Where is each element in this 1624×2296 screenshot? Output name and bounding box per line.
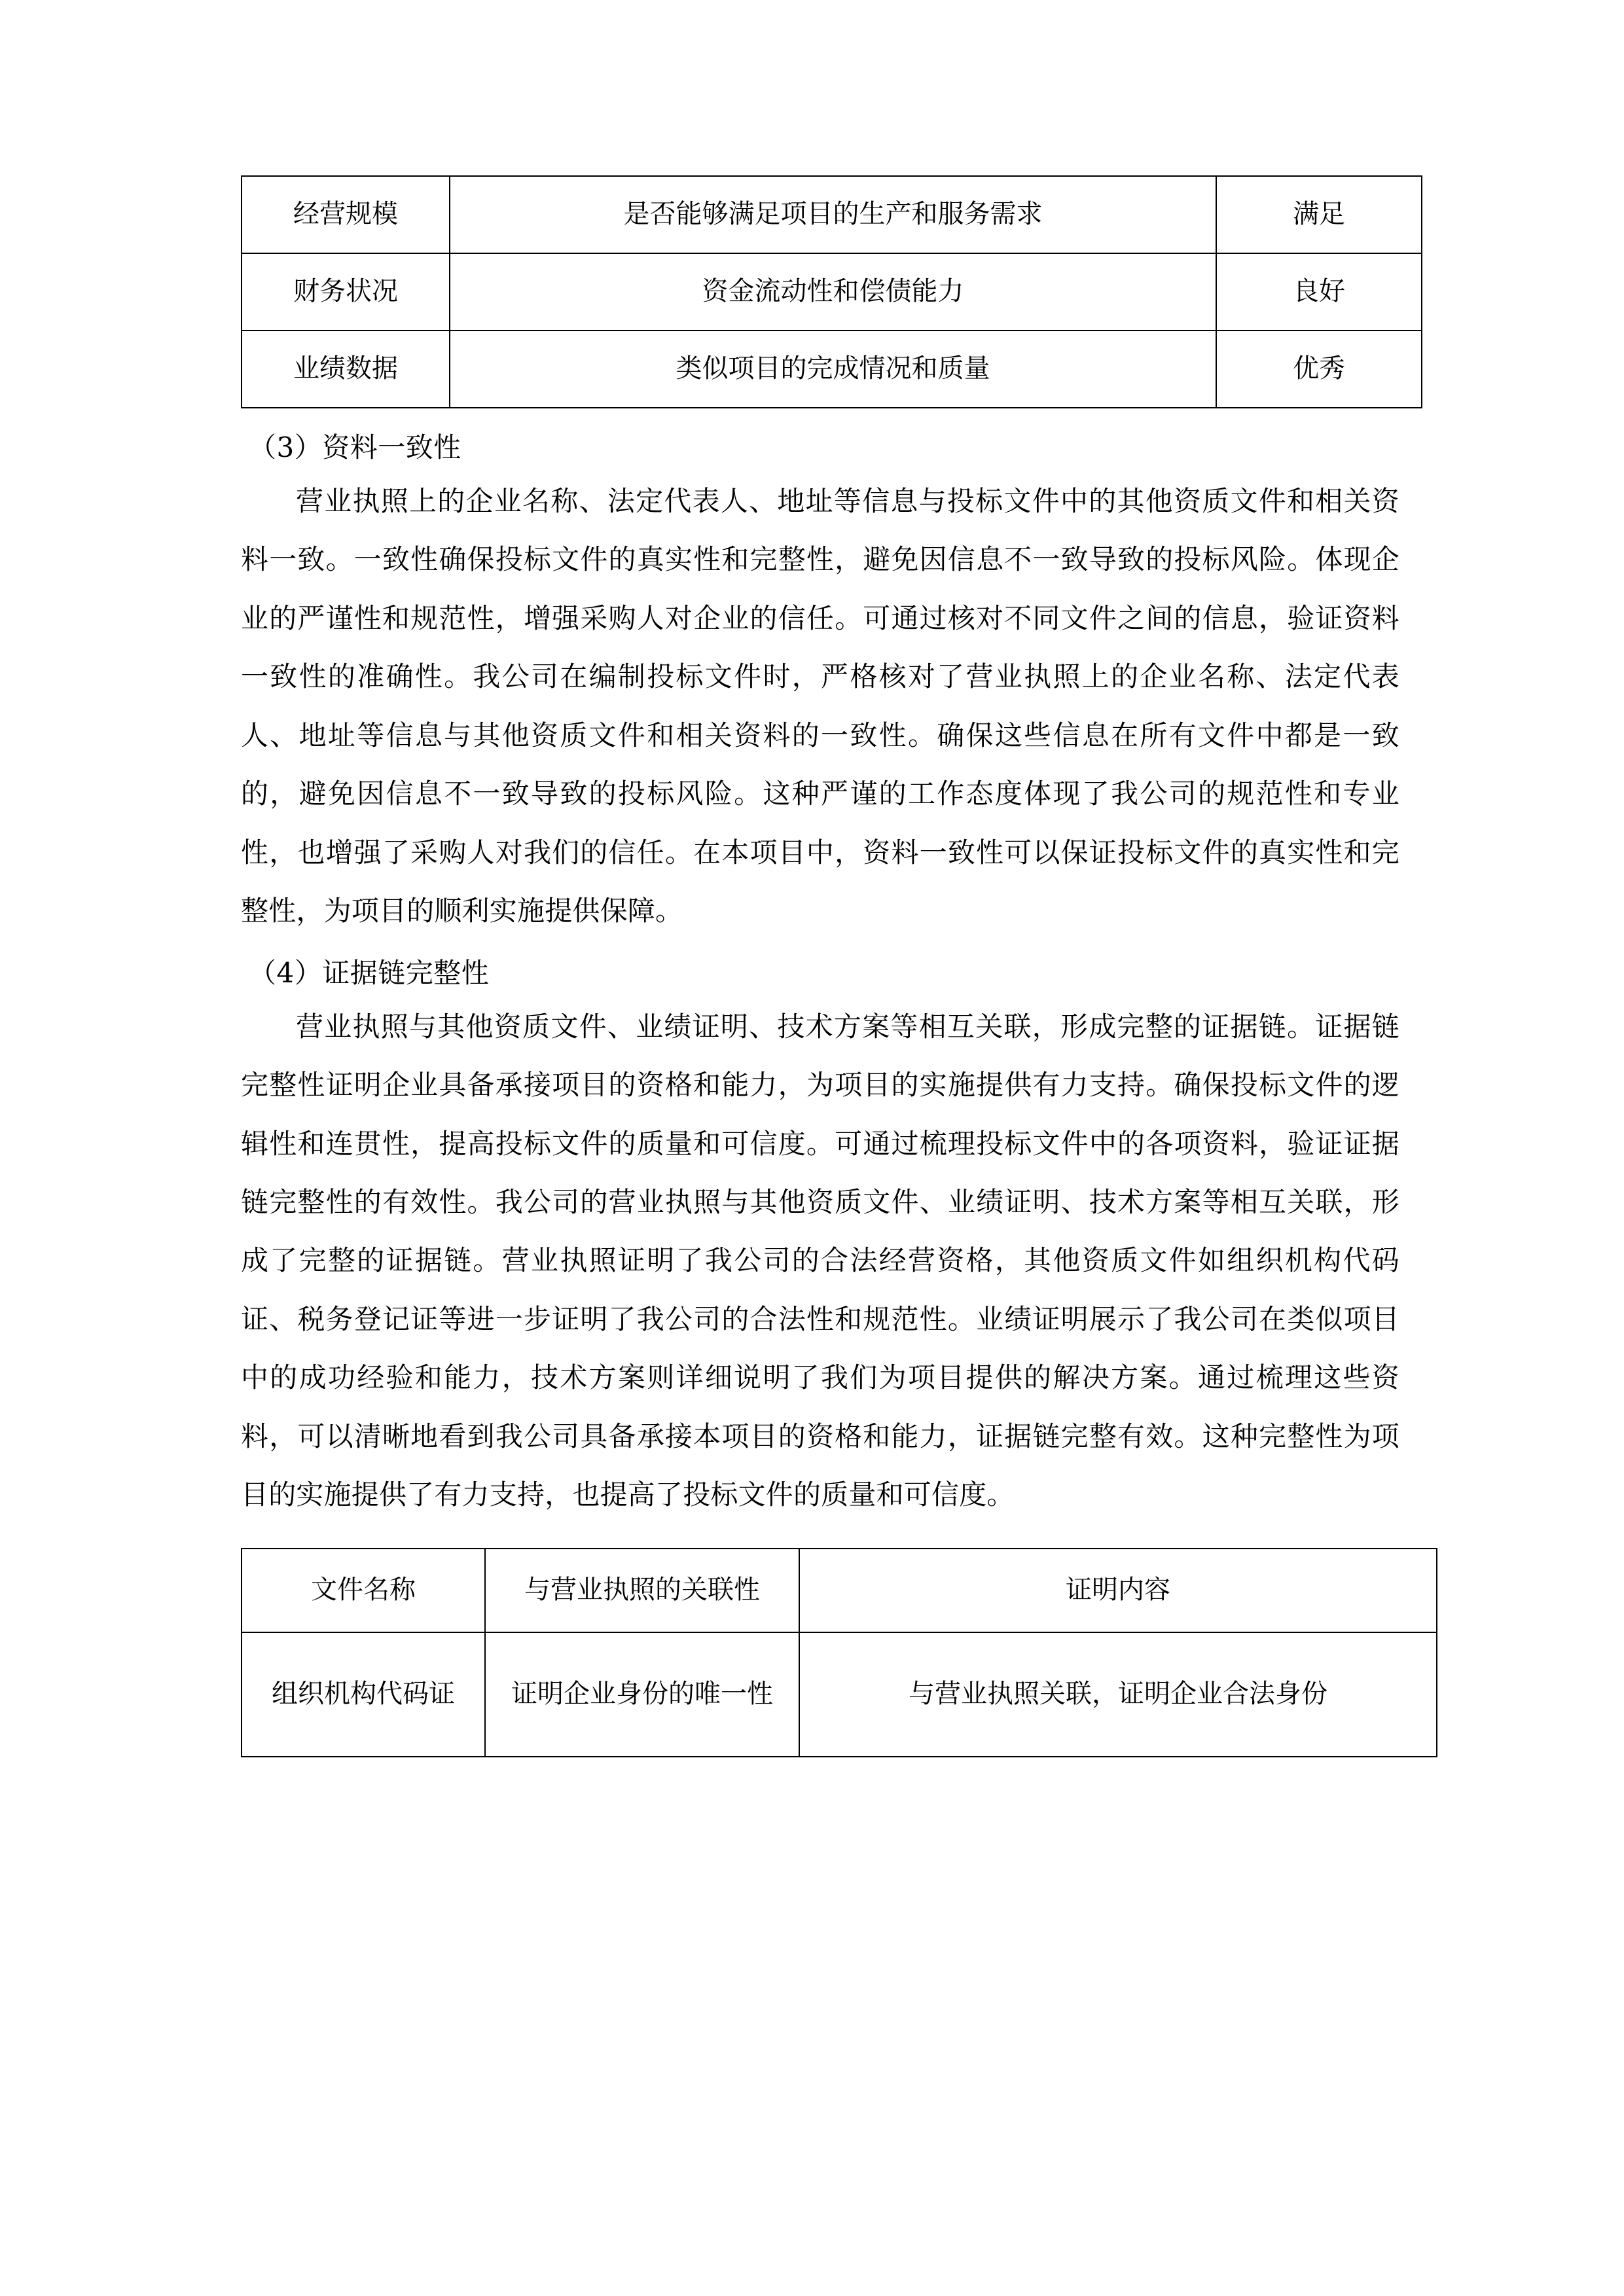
table-cell-result: 满足 xyxy=(1216,176,1422,253)
table-header-row xyxy=(242,1549,1437,1632)
table-cell-criterion: 业绩数据 xyxy=(242,331,450,408)
table-cell-description: 资金流动性和偿债能力 xyxy=(450,253,1216,331)
page-content xyxy=(241,175,1399,1757)
table-cell-criterion: 经营规模 xyxy=(242,176,450,253)
section-heading-4: （4）证据链完整性 xyxy=(249,956,490,989)
table-cell-description: 类似项目的完成情况和质量 xyxy=(450,331,1216,408)
spacer xyxy=(241,1531,1399,1548)
table-cell-file-name: 组织机构代码证 xyxy=(242,1632,485,1757)
table-row xyxy=(242,1632,1437,1757)
section-heading-3: （3）资料一致性 xyxy=(249,431,461,463)
capability-evaluation-table xyxy=(241,175,1422,408)
table-cell-result: 良好 xyxy=(1216,253,1422,331)
table-row xyxy=(242,331,1422,408)
table-row xyxy=(242,253,1422,331)
table-cell-criterion: 财务状况 xyxy=(242,253,450,331)
section-paragraph-4: 营业执照与其他资质文件、业绩证明、技术方案等相互关联，形成完整的证据链。证据链完整性证明企业具备承接项目的资格和能力，为项目的实施提供有力支持。确保投标文件的逻辑性和连贯性，提高投标文件的质量和可信度。可通过梳理投标文件中的各项资料，验证证据链完整性的有效性。我公司的营业执照与其他资质文件、业绩证明、技术方案等相互关联，形成了完整的证据链。营业执照证明了我公司的合法经营资格，其他资质文件如组织机构代码证、税务登记证等进一步证明了我公司的合法性和规范性。业绩证明展示了我公司在类似项目中的成功经验和能力，技术方案则详细说明了我们为项目提供的解决方案。通过梳理这些资料，可以清晰地看到我公司具备承接本项目的资格和能力，证据链完整有效。这种完整性为项目的实施提供了有力支持，也提高了投标文件的质量和可信度。 xyxy=(241,1010,1399,1511)
table-cell-description: 是否能够满足项目的生产和服务需求 xyxy=(450,176,1216,253)
evidence-chain-table xyxy=(241,1548,1437,1757)
table-cell-result: 优秀 xyxy=(1216,331,1422,408)
table-cell-proof-content: 与营业执照关联，证明企业合法身份 xyxy=(799,1632,1437,1757)
column-header-relation: 与营业执照的关联性 xyxy=(485,1549,799,1632)
section-paragraph-3: 营业执照上的企业名称、法定代表人、地址等信息与投标文件中的其他资质文件和相关资料一致。一致性确保投标文件的真实性和完整性，避免因信息不一致导致的投标风险。体现企业的严谨性和规范性，增强采购人对企业的信任。可通过核对不同文件之间的信息，验证资料一致性的准确性。我公司在编制投标文件时，严格核对了营业执照上的企业名称、法定代表人、地址等信息与其他资质文件和相关资料的一致性。确保这些信息在所有文件中都是一致的，避免因信息不一致导致的投标风险。这种严谨的工作态度体现了我公司的规范性和专业性，也增强了采购人对我们的信任。在本项目中，资料一致性可以保证投标文件的真实性和完整性，为项目的顺利实施提供保障。 xyxy=(241,485,1399,927)
column-header-proof-content: 证明内容 xyxy=(799,1549,1437,1632)
spacer xyxy=(241,408,1399,415)
table-cell-relation: 证明企业身份的唯一性 xyxy=(485,1632,799,1757)
column-header-file-name: 文件名称 xyxy=(242,1549,485,1632)
table-row xyxy=(242,176,1422,253)
